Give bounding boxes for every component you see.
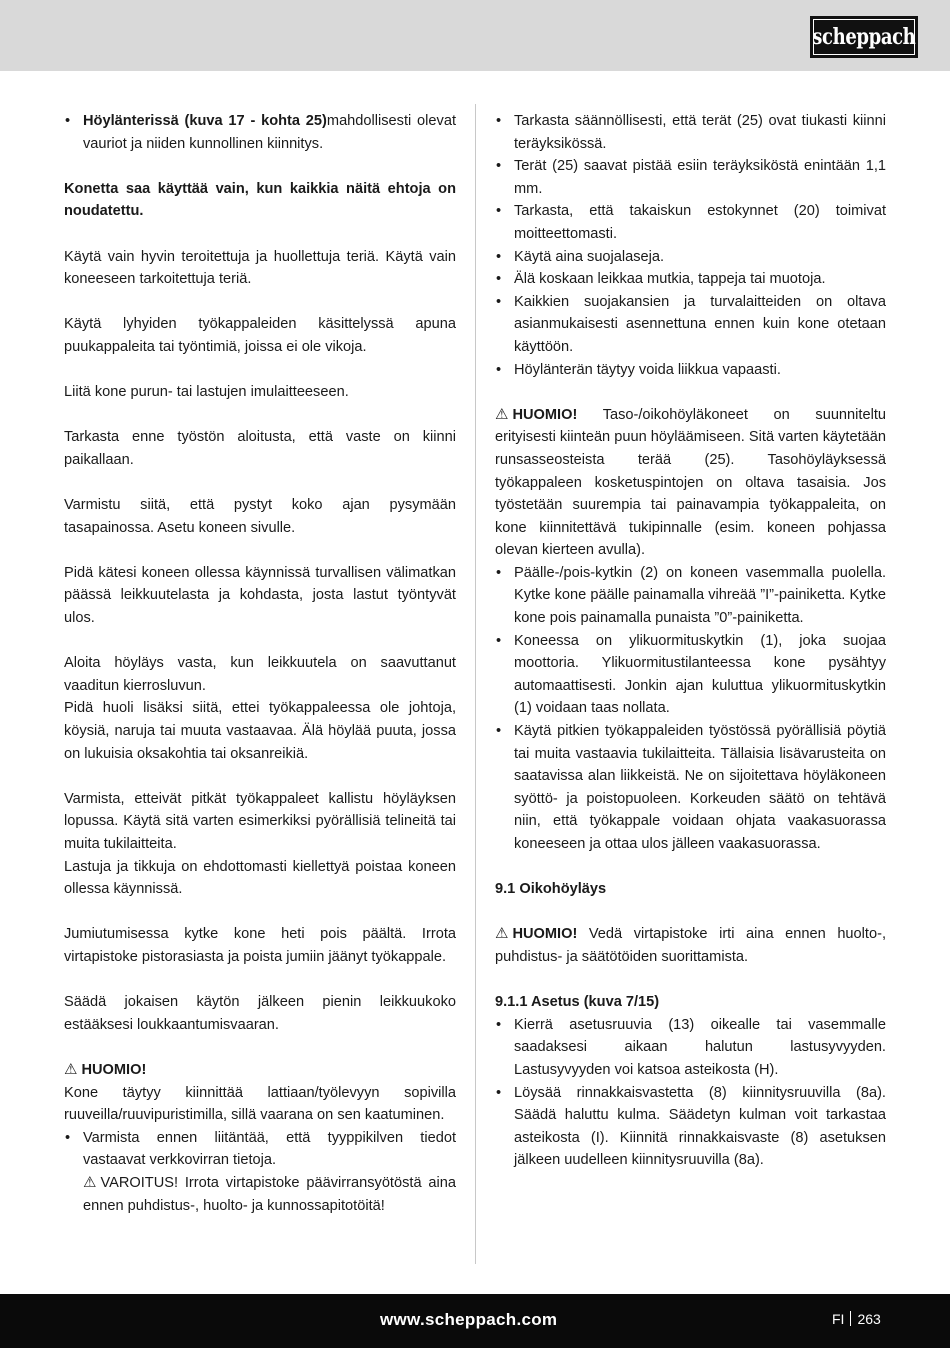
left-column: [64, 110, 456, 1217]
list-item: • Käytä aina suojalaseja.: [495, 246, 886, 269]
list-item: • Terät (25) saavat pistää esiin teräyksiköstä enintään 1,1 mm.: [495, 155, 886, 200]
warning-text: Taso-/oikohöyläkoneet on suunniteltu erityisesti kiinteän puun höyläämiseen. Sitä varten käytetään runsasseosteista terää (25). Tasohöyläyksessä työkappaleen kosketuspintojen on oltava tasaisia. Jos työstetään suurempia tai painavampia työkappaleita, on kone kiinnitettävä tukipinnalle (esim. koneen pohjassa olevan kierteen avulla).: [495, 406, 887, 559]
paragraph: Käytä vain hyvin teroitettuja ja huollettuja teriä. Käytä vain koneeseen tarkoitettuja teriä.: [64, 248, 456, 288]
list-item: • Höylänterän täytyy voida liikkua vapaasti.: [495, 359, 886, 382]
paragraph: Jumiutumisessa kytke kone heti pois päältä. Irrota virtapistoke pistorasiasta ja poista jumiin jäänyt työkappale.: [64, 926, 456, 965]
right-column: [495, 110, 886, 1172]
paragraph: Pidä huoli lisäksi siitä, ettei työkappaleessa ole johtoja, köysiä, naruja tai muuta vastaavaa. Älä höylää puuta, jossa on lukuisia oksakohtia tai oksanreikiä.: [64, 700, 456, 762]
list-item: • Tarkasta säännöllisesti, että terät (25) ovat tiukasti kiinni teräyksikössä.: [495, 110, 886, 155]
list-item: • Löysää rinnakkaisvastetta (8) kiinnitysruuvilla (8a). Säädä haluttu kulma. Säädetyn kulman voit tarkastaa asteikosta (I). Kiinnitä rinnakkaisvaste (8) asetuksen jälkeen uudelleen kiinnitysruuvilla (8a).: [495, 1082, 886, 1172]
page-indicator: [832, 1311, 881, 1327]
warning-triangle-icon: ⚠: [495, 925, 509, 943]
warning-text: VAROITUS! Irrota virtapistoke päävirransyötöstä aina ennen puhdistus-, huolto- ja kunnossapitotöitä!: [83, 1174, 456, 1214]
logo-text: scheppach: [812, 24, 916, 50]
list-item: [64, 110, 456, 155]
paragraph: Säädä jokaisen käytön jälkeen pienin leikkuukoko estääksesi loukkaantumisvaaran.: [64, 994, 456, 1033]
warning-text: Vedä virtapistoke irti aina ennen huolto-, puhdistus- ja säätötöiden suorittamista.: [495, 926, 886, 965]
paragraph: Varmista, etteivät pitkät työkappaleet kallistu höyläyksen lopussa. Käytä sitä varten esimerkiksi pyörällisiä telineitä tai muita tukilaitteita.: [64, 790, 456, 852]
warning-label: HUOMIO!: [512, 406, 578, 423]
list-item: • Koneessa on ylikuormituskytkin (1), joka suojaa moottoria. Ylikuormitustilanteessa kone pysähtyy automaattisesti. Jonkin ajan kuluttua ylikuormituskytkin (1) voidaan taas nollata.: [495, 630, 886, 720]
list-item: • Kierrä asetusruuvia (13) oikealle tai vasemmalle saadaksesi aikaan halutun lastusyvyyden. Lastusyvyyden voi katsoa asteikosta (H).: [495, 1014, 886, 1082]
warning-note: [64, 1172, 456, 1217]
paragraph: Varmistu siitä, että pystyt koko ajan pysymään tasapainossa. Asetu koneen sivulle.: [64, 497, 456, 536]
page-separator: [850, 1311, 851, 1326]
paragraph: Liitä kone purun- tai lastujen imulaitteeseen.: [64, 384, 349, 401]
list-item: • Tarkasta, että takaiskun estokynnet (20) toimivat moitteettomasti.: [495, 200, 886, 245]
scheppach-logo: [810, 16, 918, 58]
warning-label: HUOMIO!: [512, 926, 578, 943]
subsection-heading: 9.1.1 Asetus (kuva 7/15): [495, 994, 660, 1011]
page-number: 263: [857, 1311, 881, 1327]
warning-triangle-icon: ⚠: [83, 1173, 97, 1191]
paragraph-text: mahdollisesti olevat vauriot ja niiden kunnollinen kiinnitys.: [83, 113, 456, 152]
paragraph: Pidä kätesi koneen ollessa käynnissä turvallisen välimatkan päässä leikkuutelasta ja kohdasta, josta lastut työntyvät ulos.: [64, 564, 456, 627]
warning-paragraph: [495, 404, 886, 562]
language-code: FI: [832, 1311, 845, 1327]
bullet-list-3: [495, 1014, 886, 1172]
warning-heading: [64, 1059, 456, 1082]
bold-lead: Höylänterissä (kuva 17 - kohta 25): [83, 113, 327, 129]
header-band: [0, 0, 950, 71]
warning-label: HUOMIO!: [81, 1061, 147, 1078]
list-item: • Varmista ennen liitäntää, että tyyppikilven tiedot vastaavat verkkovirran tietoja.: [64, 1127, 456, 1172]
paragraph: Tarkasta enne työstön aloitusta, että vaste on kiinni paikallaan.: [64, 429, 456, 468]
list-item: • Käytä pitkien työkappaleiden työstössä pyörällisiä pöytiä tai muita vastaavia tukilaitteita. Tällaisia lisävarusteita on saatavissa alan liikkeistä. Ne on sijoitettava höyläkoneen syöttö- ja poistopuoleen. Korkeuden säätö on tehtävä niin, että työkappale voidaan ohjata vaakasuorassa koneeseen ja ottaa ulos jälleen vaakasuorassa.: [495, 720, 886, 856]
warning-paragraph: [495, 923, 886, 968]
column-divider: [475, 104, 476, 1264]
paragraph: Käytä lyhyiden työkappaleiden käsittelyssä apuna puukappaleita tai työntimiä, joissa ei ole vikoja.: [64, 316, 456, 355]
warning-triangle-icon: ⚠: [495, 405, 509, 423]
paragraph: Kone täytyy kiinnittää lattiaan/työlevyyn sopivilla ruuveilla/ruuvipuristimilla, sillä vaarana on sen kaatuminen.: [64, 1084, 456, 1124]
paragraph: Lastuja ja tikkuja on ehdottomasti kiellettyä poistaa koneen ollessa käynnissä.: [64, 858, 456, 898]
paragraph: Aloita höyläys vasta, kun leikkuutela on saavuttanut vaaditun kierrosluvun.: [64, 655, 456, 694]
paragraph-bold: Konetta saa käyttää vain, kun kaikkia näitä ehtoja on noudatettu.: [64, 180, 456, 220]
footer-bar: [0, 1294, 950, 1348]
bullet-list-1: [495, 110, 886, 381]
footer-url: www.scheppach.com: [380, 1310, 558, 1329]
warning-triangle-icon: ⚠: [64, 1060, 78, 1078]
list-item: • Kaikkien suojakansien ja turvalaitteiden on oltava asianmukaisesti asennettuna ennen kuin kone otetaan käyttöön.: [495, 291, 886, 359]
list-item: • Päälle-/pois-kytkin (2) on koneen vasemmalla puolella. Kytke kone päälle painamalla vihreää ”I”-painiketta. Kytke kone pois painamalla punaista ”0”-painiketta.: [495, 562, 886, 630]
section-heading: 9.1 Oikohöyläys: [495, 881, 607, 898]
bullet-list-2: [495, 562, 886, 856]
list-item: • Älä koskaan leikkaa mutkia, tappeja tai muotoja.: [495, 268, 886, 291]
